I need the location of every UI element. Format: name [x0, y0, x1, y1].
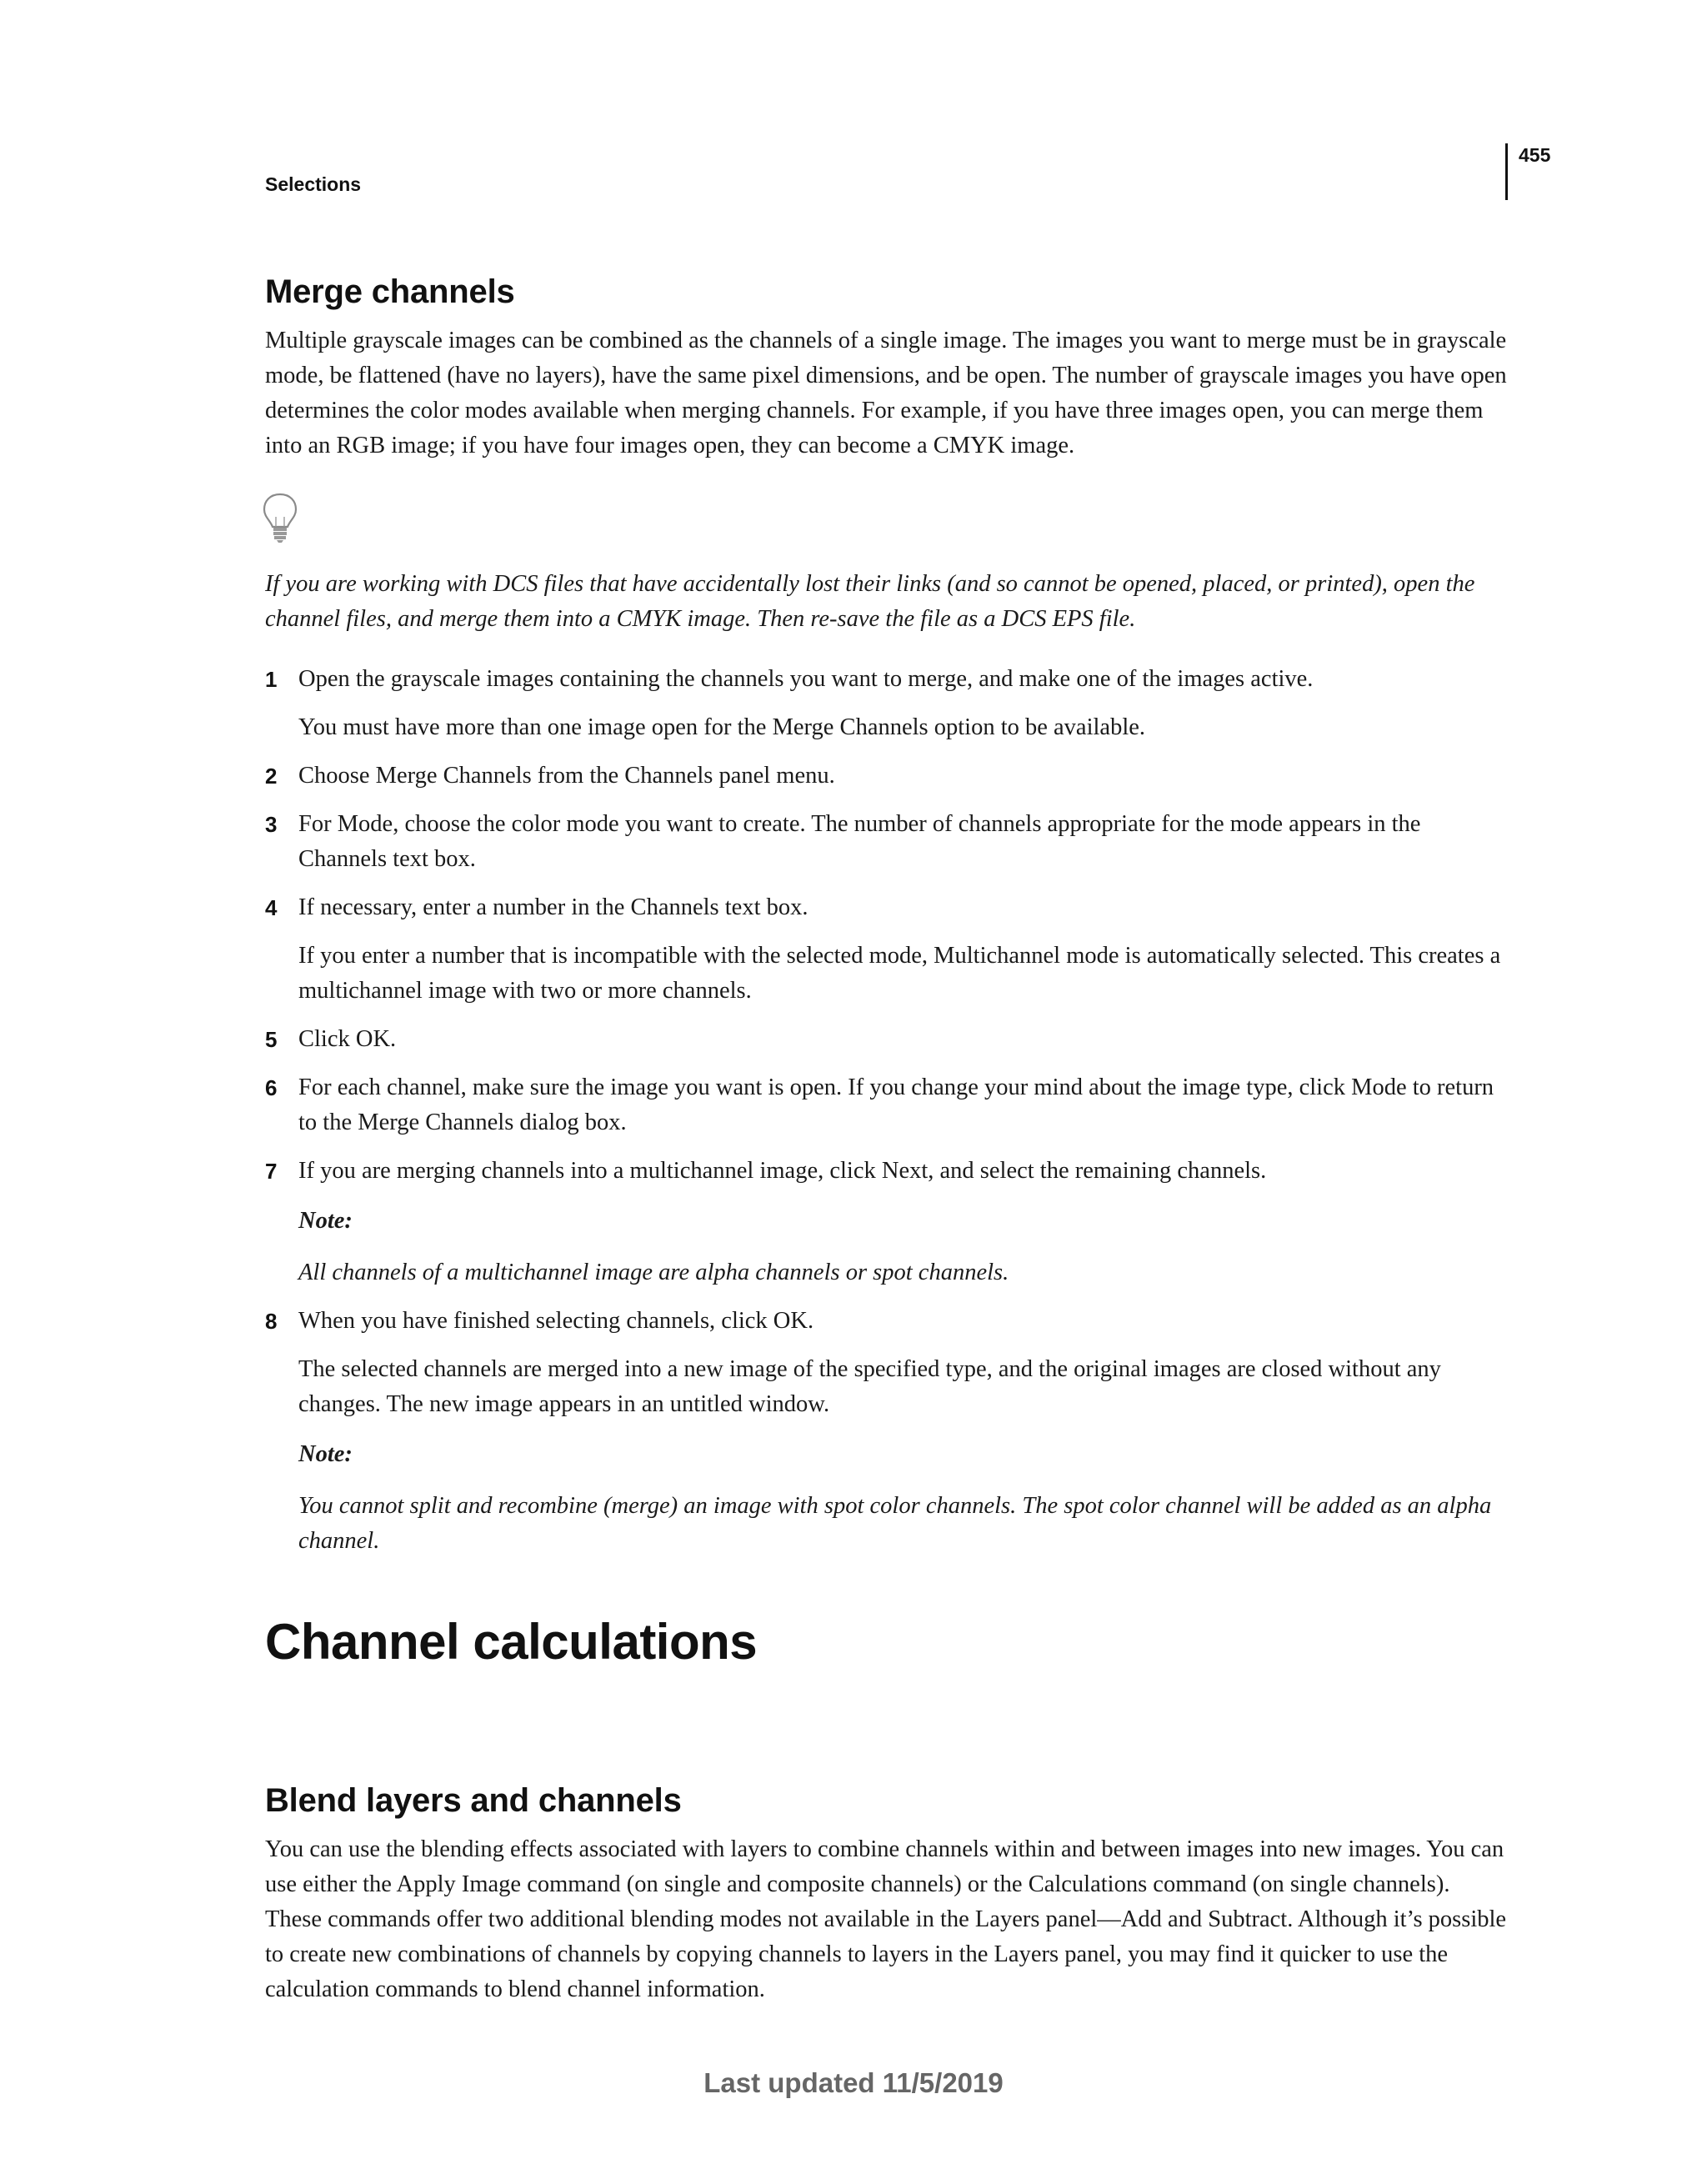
- page-content: [265, 267, 1510, 2007]
- step-text: Open the grayscale images containing the channels you want to merge, and make one of the images active.: [298, 666, 1314, 692]
- step-text: If you are merging channels into a multichannel image, click Next, and select the remaining channels.: [298, 1158, 1267, 1184]
- list-item: [265, 1070, 1510, 1140]
- page-number: 455: [1519, 144, 1551, 166]
- list-item: [265, 1154, 1510, 1290]
- list-item: [265, 759, 1510, 794]
- note-label: Note:: [298, 1208, 353, 1234]
- lightbulb-icon: [262, 492, 298, 543]
- merge-channels-section: [265, 267, 1510, 1559]
- list-item: [265, 1022, 1510, 1057]
- step-number: 1: [265, 667, 278, 692]
- step-number: 7: [265, 1159, 278, 1184]
- step-number: 5: [265, 1027, 278, 1052]
- step-text: If necessary, enter a number in the Channels text box.: [298, 894, 808, 920]
- merge-channels-heading: Merge channels: [265, 273, 515, 310]
- page-number-rule: [1505, 143, 1508, 200]
- note-label: Note:: [298, 1441, 353, 1467]
- step-detail: The selected channels are merged into a new image of the specified type, and the original images are closed without any changes. The new image appears in an untitled window.: [298, 1356, 1441, 1417]
- step-number: 4: [265, 895, 278, 920]
- step-text: Choose Merge Channels from the Channels panel menu.: [298, 763, 835, 789]
- running-head: Selections: [265, 173, 362, 195]
- blend-layers-heading: Blend layers and channels: [265, 1782, 682, 1819]
- tip-text: If you are working with DCS files that have accidentally lost their links (and so cannot be opened, placed, or printed), open the channel files, and merge them into a CMYK image. Then re-save the file as a DCS EPS file.: [265, 571, 1475, 632]
- step-number: 6: [265, 1075, 278, 1100]
- note-text: You cannot split and recombine (merge) an image with spot color channels. The spot color channel will be added as an alpha channel.: [298, 1493, 1492, 1554]
- list-item: [265, 1304, 1510, 1559]
- channel-calculations-heading: Channel calculations: [265, 1614, 758, 1670]
- merge-steps-list: [265, 662, 1510, 1559]
- step-number: 3: [265, 812, 278, 837]
- blend-layers-section: [265, 1776, 1510, 2007]
- footer-last-updated: Last updated 11/5/2019: [703, 2067, 1004, 2098]
- step-number: 8: [265, 1309, 278, 1334]
- step-detail: You must have more than one image open for the Merge Channels option to be available.: [298, 714, 1146, 740]
- blend-layers-body: You can use the blending effects associated with layers to combine channels within and between images into new images. You can use either the Apply Image command (on single and composite channels) or the Calculations command (on single channels). These commands offer two additional blending modes not available in the Layers panel—Add and Subtract. Although it’s possible to create new combinations of channels by copying channels to layers in the Layers panel, you may find it quicker to use the calculation commands to blend channel information.: [265, 1836, 1507, 2002]
- list-item: [265, 662, 1510, 745]
- step-text: For Mode, choose the color mode you want to create. The number of channels appropriate for the mode appears in the Channels text box.: [298, 811, 1421, 872]
- step-text: For each channel, make sure the image you want is open. If you change your mind about the image type, click Mode to return to the Merge Channels dialog box.: [298, 1074, 1494, 1135]
- note-text: All channels of a multichannel image are alpha channels or spot channels.: [298, 1260, 1009, 1285]
- channel-calculations-section: [265, 1609, 1510, 1676]
- list-item: [265, 807, 1510, 877]
- step-detail: If you enter a number that is incompatible with the selected mode, Multichannel mode is automatically selected. This creates a multichannel image with two or more channels.: [298, 943, 1501, 1004]
- step-text: Click OK.: [298, 1026, 397, 1052]
- merge-channels-intro: Multiple grayscale images can be combined as the channels of a single image. The images you want to merge must be in grayscale mode, be flattened (have no layers), have the same pixel dimensions, and be open. The number of grayscale images you have open determines the color modes available when merging channels. For example, if you have three images open, you can merge them into an RGB image; if you have four images open, they can become a CMYK image.: [265, 328, 1507, 458]
- step-number: 2: [265, 764, 278, 789]
- step-text: When you have finished selecting channels, click OK.: [298, 1308, 814, 1334]
- list-item: [265, 890, 1510, 1009]
